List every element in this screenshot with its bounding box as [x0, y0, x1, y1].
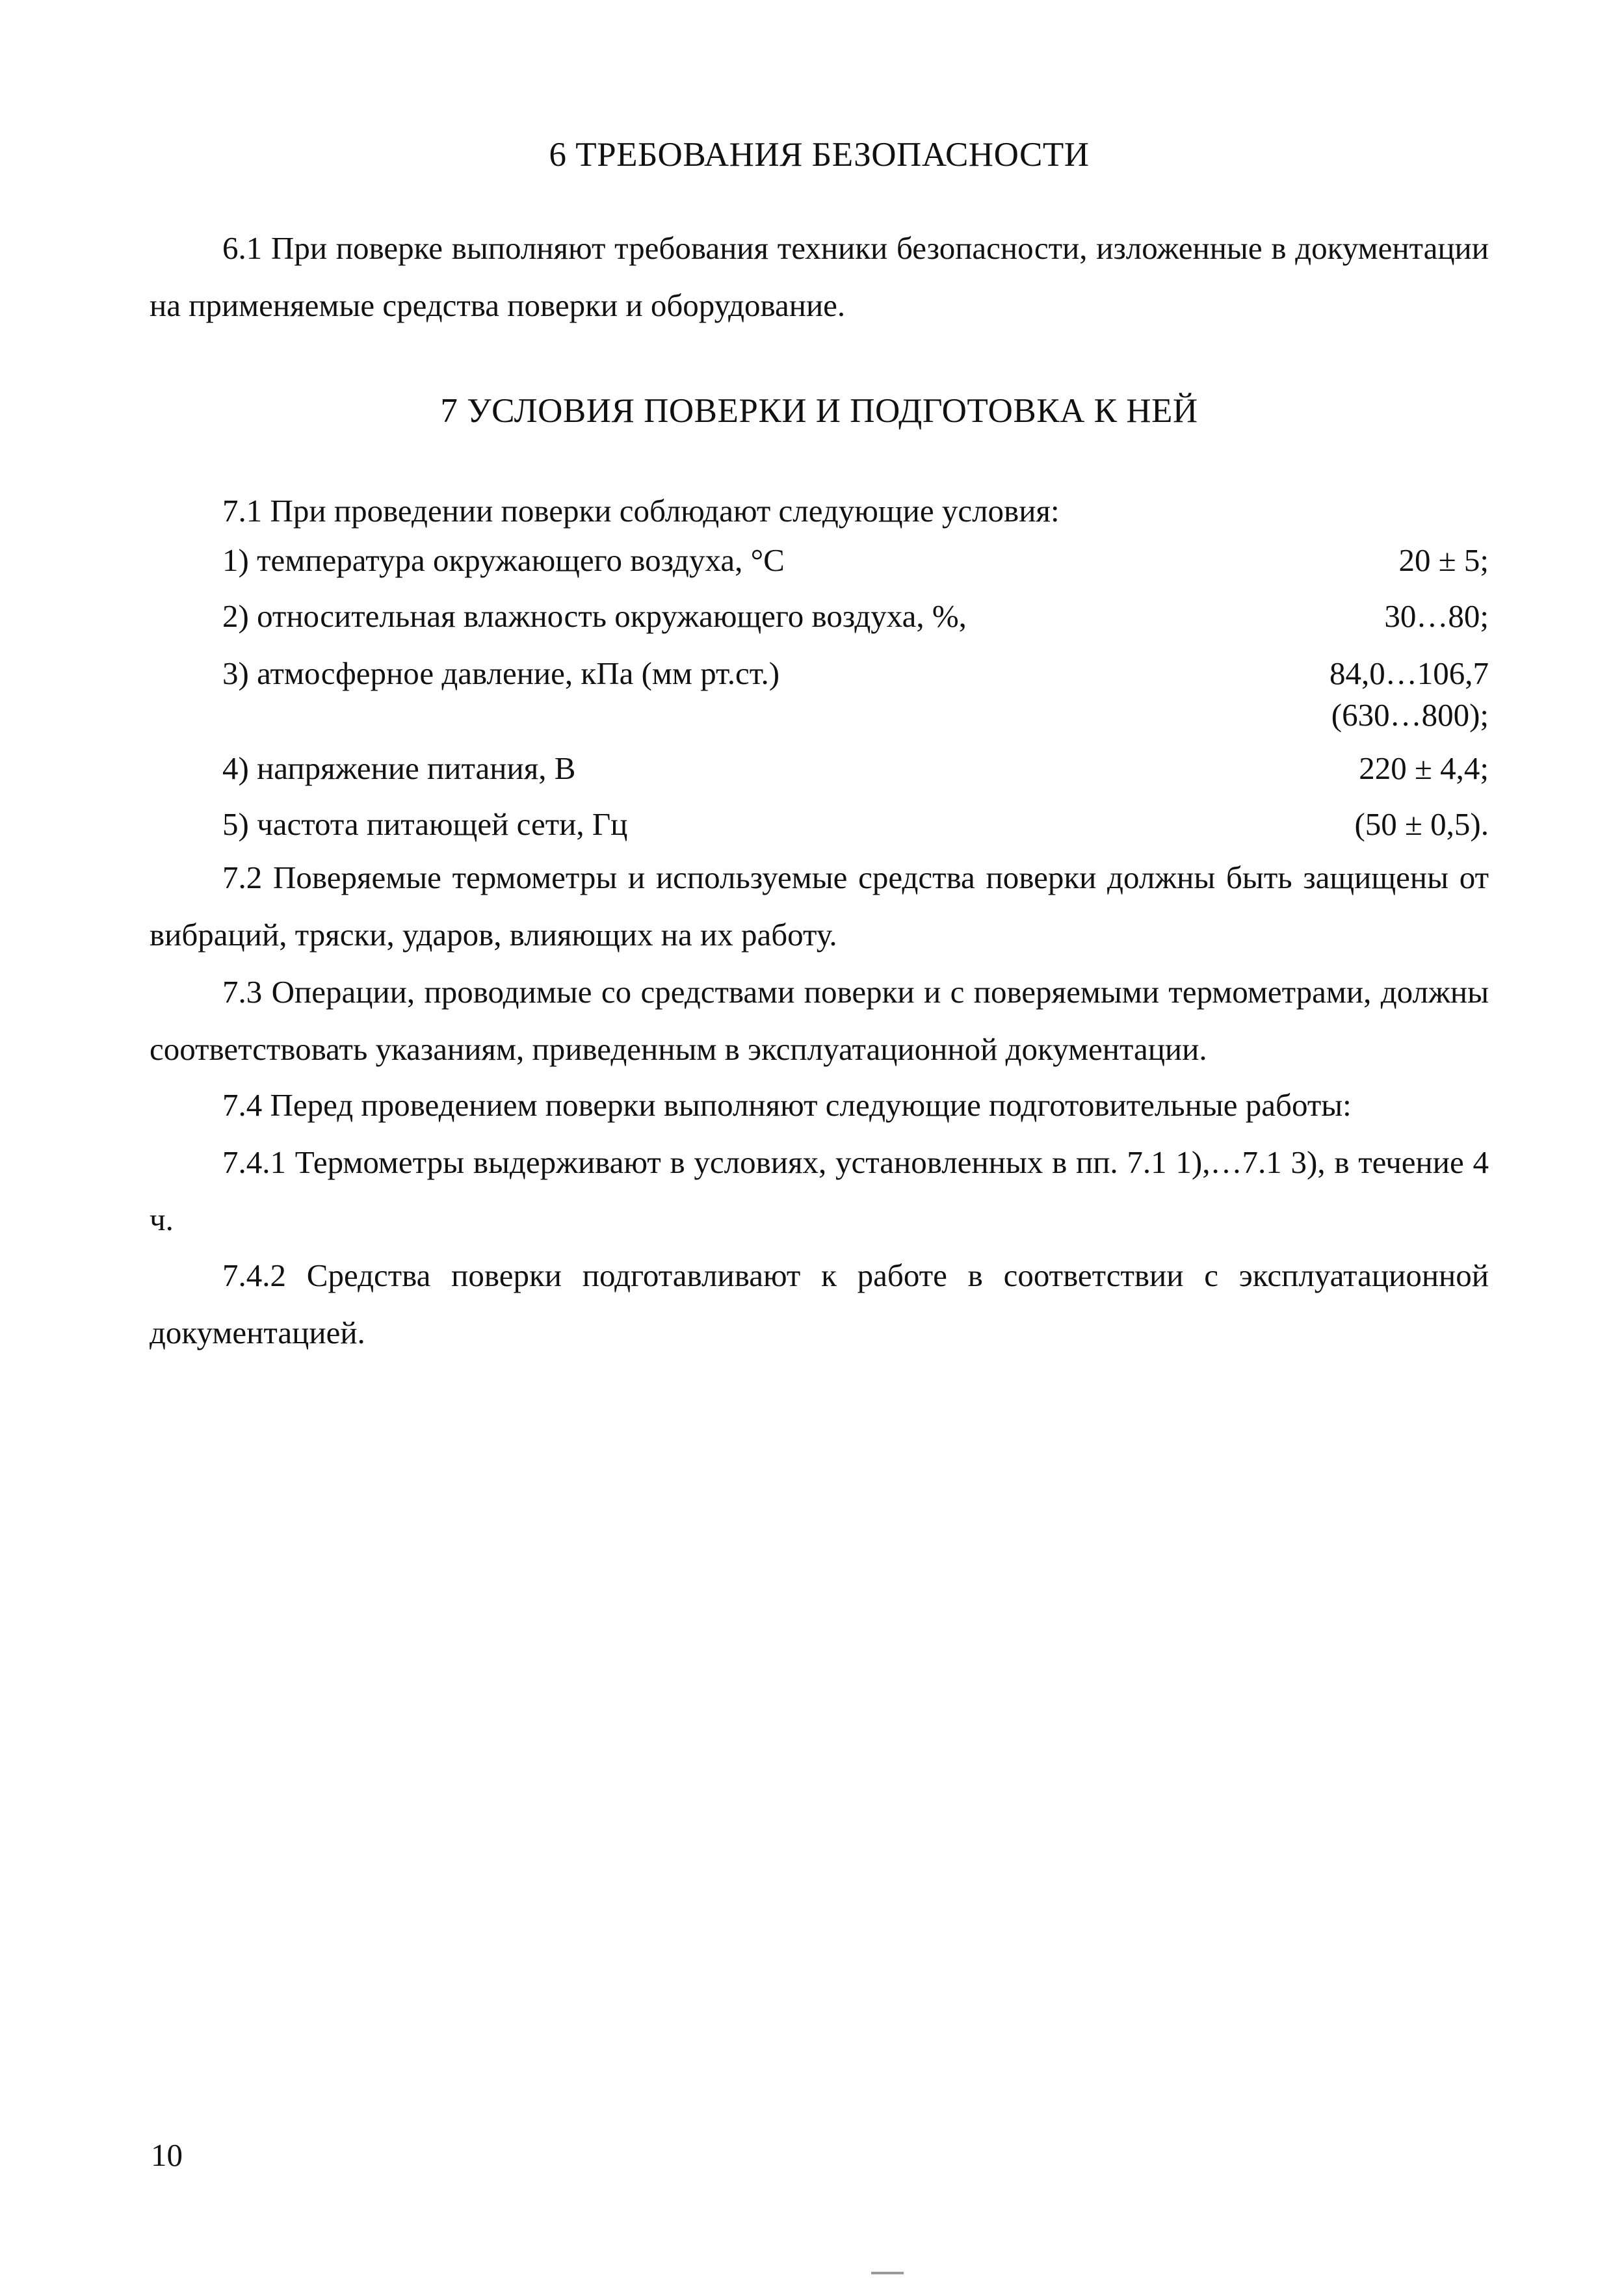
condition-row-frequency	[222, 804, 1489, 845]
paragraph-7-4	[150, 1077, 1489, 1134]
condition-row-temperature	[222, 540, 1489, 581]
condition-value-secondary: (630…800);	[1331, 697, 1489, 733]
paragraph-7-1	[150, 482, 1489, 540]
condition-value: 30…80;	[1384, 598, 1489, 634]
condition-label: 1) температура окружающего воздуха, °С	[222, 542, 785, 578]
condition-row-pressure	[222, 653, 1489, 736]
paragraph-7-1-text: 7.1 При проведении поверки соблюдают следующие условия:	[222, 493, 1060, 529]
section-7-heading: 7 УСЛОВИЯ ПОВЕРКИ И ПОДГОТОВКА К НЕЙ	[440, 392, 1198, 430]
paragraph-7-2-text: 7.2 Поверяемые термометры и используемые средства поверки должны быть защищены от вибраций, тряски, ударов, влияющих на их работу.	[150, 860, 1489, 953]
condition-label: 4) напряжение питания, В	[222, 750, 576, 786]
condition-row-voltage	[222, 748, 1489, 789]
condition-label: 2) относительная влажность окружающего воздуха, %,	[222, 598, 967, 634]
paragraph-7-2	[150, 849, 1489, 964]
scan-artifact	[871, 2272, 904, 2274]
paragraph-7-3-text: 7.3 Операции, проводимые со средствами поверки и с поверяемыми термометрами, должны соответствовать указаниям, приведенным в эксплуатационной документации.	[150, 974, 1489, 1067]
condition-value: 220 ± 4,4;	[1359, 750, 1489, 786]
paragraph-7-4-2-text: 7.4.2 Средства поверки подготавливают к работе в соответствии с эксплуатационной документацией.	[150, 1257, 1489, 1350]
condition-value: 84,0…106,7	[1329, 655, 1489, 691]
paragraph-6-1-text: 6.1 При поверке выполняют требования техники безопасности, изложенные в документации на применяемые средства поверки и оборудование.	[150, 230, 1489, 323]
paragraph-7-4-1-text: 7.4.1 Термометры выдерживают в условиях, установленных в пп. 7.1 1),…7.1 3), в течение 4 ч.	[150, 1144, 1489, 1237]
paragraph-7-4-2	[150, 1247, 1489, 1361]
paragraph-7-3	[150, 964, 1489, 1078]
paragraph-7-4-1	[150, 1134, 1489, 1248]
condition-value: 20 ± 5;	[1398, 542, 1489, 578]
condition-label: 3) атмосферное давление, кПа (мм рт.ст.)	[222, 655, 780, 691]
condition-label: 5) частота питающей сети, Гц	[222, 806, 628, 842]
condition-row-humidity	[222, 596, 1489, 637]
section-6-heading: 6 ТРЕБОВАНИЯ БЕЗОПАСНОСТИ	[549, 136, 1090, 174]
paragraph-6-1	[150, 220, 1489, 334]
condition-value: (50 ± 0,5).	[1354, 806, 1489, 842]
page-number: 10	[151, 2137, 183, 2173]
paragraph-7-4-text: 7.4 Перед проведением поверки выполняют следующие подготовительные работы:	[222, 1087, 1352, 1123]
